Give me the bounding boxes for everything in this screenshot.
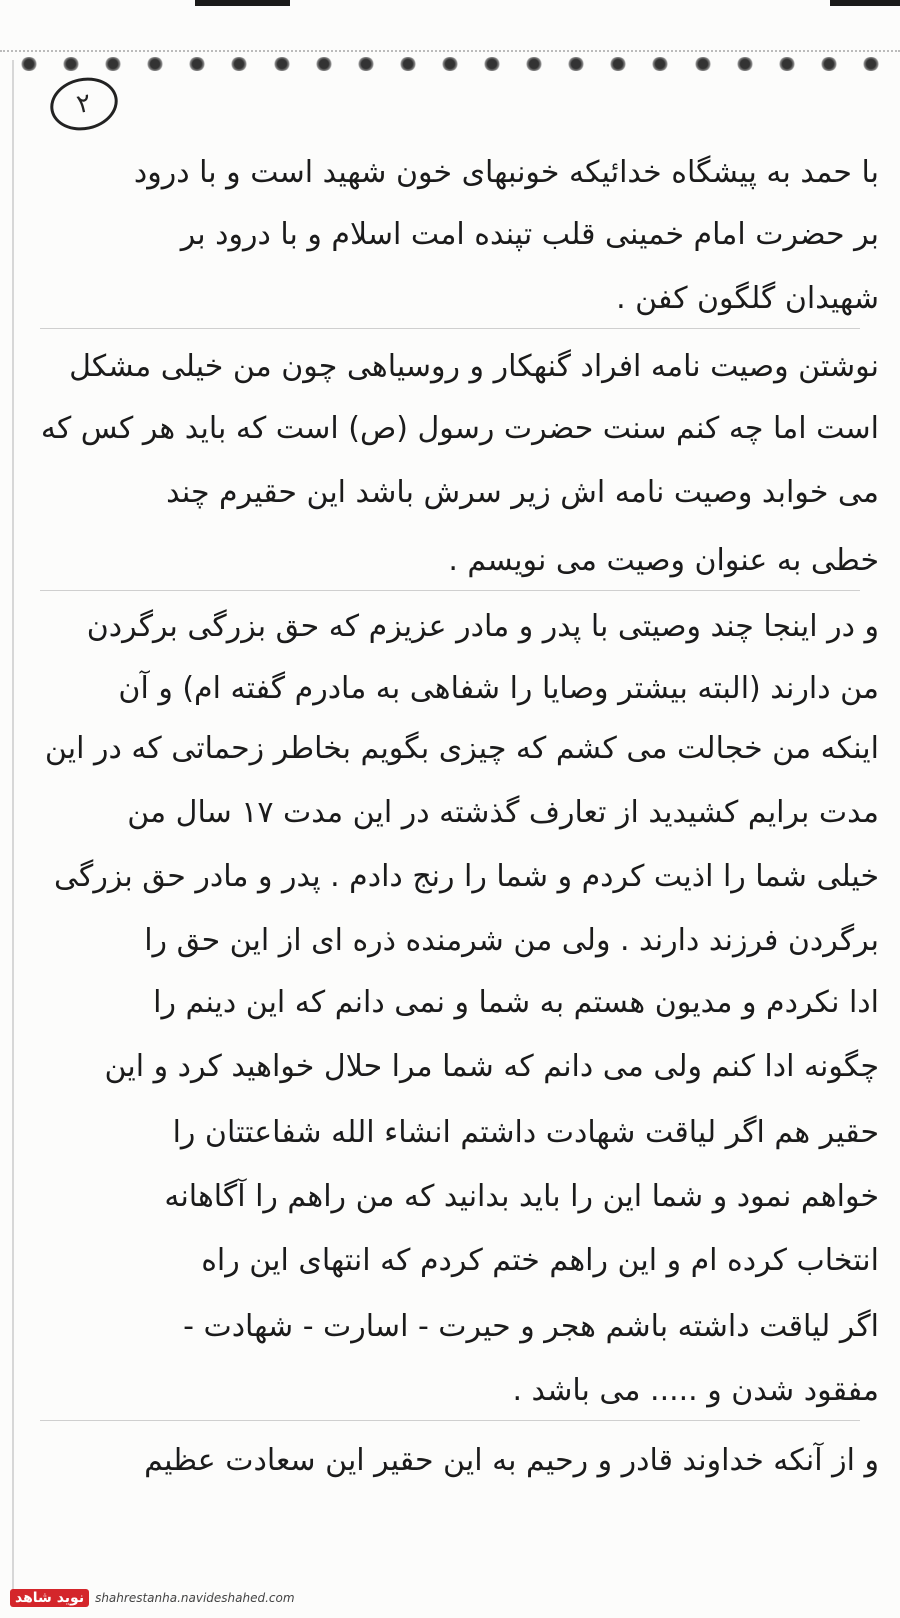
text-line: است اما چه کنم سنت حضرت رسول (ص) است که باید هر کس که <box>40 411 879 446</box>
ruled-line <box>40 590 860 591</box>
spiral-hole <box>315 57 333 71</box>
text-line: شهیدان گلگون کفن . <box>616 281 879 316</box>
text-line: برگردن فرزند دارند . ولی من شرمنده ذره ای از این حق را <box>144 923 879 958</box>
scan-artifact <box>830 0 900 6</box>
text-line: انتخاب کرده ام و این راهم ختم کردم که انتهای این راه <box>201 1243 879 1278</box>
spiral-hole <box>230 57 248 71</box>
page-number: ۲ <box>45 71 122 136</box>
text-line: مدت برایم کشیدید از تعارف گذشته در این مدت ۱۷ سال من <box>127 795 879 830</box>
spiral-hole <box>609 57 627 71</box>
spiral-holes <box>20 48 880 80</box>
text-line: من دارند (البته بیشتر وصایا را شفاهی به مادرم گفته ام) و آن <box>118 671 879 706</box>
spiral-hole <box>188 57 206 71</box>
watermark-url: shahrestanha.navideshahed.com <box>95 1591 295 1605</box>
text-line: و در اینجا چند وصیتی با پدر و مادر عزیزم که حق بزرگی برگردن <box>86 609 879 644</box>
ruled-line <box>40 1420 860 1421</box>
text-line: می خوابد وصیت نامه اش زیر سرش باشد این حقیرم چند <box>166 475 879 510</box>
spiral-hole <box>651 57 669 71</box>
spiral-hole <box>146 57 164 71</box>
spiral-hole <box>273 57 291 71</box>
spiral-hole <box>567 57 585 71</box>
text-line: حقیر هم اگر لیاقت شهادت داشتم انشاء الله شفاعتتان را <box>172 1115 879 1150</box>
watermark <box>10 1586 295 1610</box>
text-line: اینکه من خجالت می کشم که چیزی بگویم بخاطر زحماتی که در این <box>44 731 879 766</box>
text-line: اگر لیاقت داشته باشم هجر و حیرت - اسارت - شهادت - <box>183 1309 879 1344</box>
text-line: بر حضرت امام خمینی قلب تپنده امت اسلام و با درود بر <box>180 217 879 252</box>
text-line: خواهم نمود و شما این را باید بدانید که من راهم را آگاهانه <box>164 1179 879 1214</box>
spiral-hole <box>62 57 80 71</box>
spiral-hole <box>104 57 122 71</box>
spiral-hole <box>736 57 754 71</box>
spiral-hole <box>441 57 459 71</box>
watermark-logo: نوید شاهد <box>10 1589 89 1607</box>
text-line: چگونه ادا کنم ولی می دانم که شما مرا حلال خواهید کرد و این <box>104 1049 879 1084</box>
spiral-hole <box>399 57 417 71</box>
spiral-hole <box>483 57 501 71</box>
text-line: ادا نکردم و مدیون هستم به شما و نمی دانم که این دینم را <box>153 985 879 1020</box>
text-line: خیلی شما را اذیت کردم و شما را رنج دادم . پدر و مادر حق بزرگی <box>54 859 879 894</box>
text-line: خطی به عنوان وصیت می نویسم . <box>448 543 879 578</box>
spiral-hole <box>357 57 375 71</box>
spiral-hole <box>525 57 543 71</box>
scan-artifact <box>195 0 290 6</box>
spiral-hole <box>778 57 796 71</box>
spiral-hole <box>862 57 880 71</box>
spiral-hole <box>20 57 38 71</box>
spiral-hole <box>694 57 712 71</box>
text-line: نوشتن وصیت نامه افراد گنهکار و روسیاهی چون من خیلی مشکل <box>69 349 879 384</box>
spiral-hole <box>820 57 838 71</box>
text-line: و از آنکه خداوند قادر و رحیم به این حقیر این سعادت عظیم <box>144 1443 879 1478</box>
text-line: مفقود شدن و ..... می باشد . <box>512 1373 879 1408</box>
ruled-line <box>40 328 860 329</box>
text-line: با حمد به پیشگاه خدائیکه خونبهای خون شهید است و با درود <box>133 155 879 190</box>
margin-line <box>12 60 14 1600</box>
